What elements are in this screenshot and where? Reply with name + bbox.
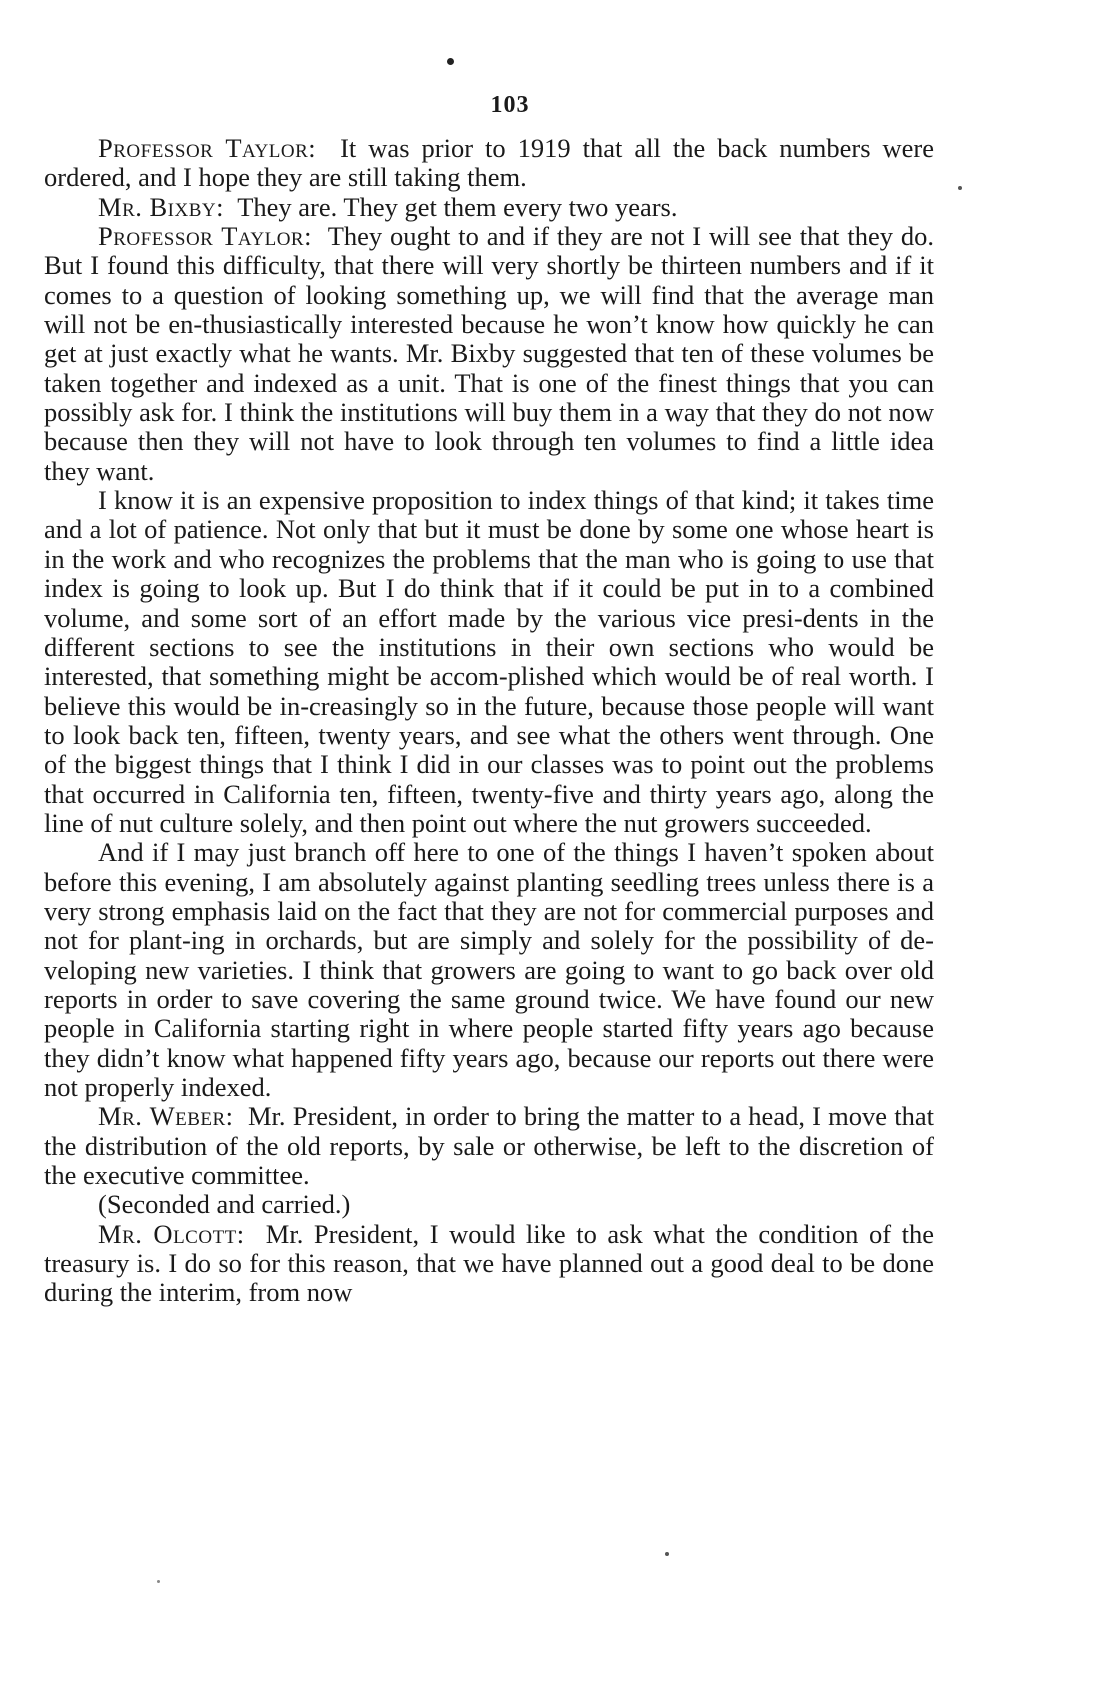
paragraph-text: (Seconded and carried.) [98, 1189, 351, 1220]
paragraph-text: I know it is an expensive proposition to index things of that kind; it takes time and a lot of patience. Not only that but it must be done by some one whose heart is in the work and who recognizes the problems that the man who is going to use that index is going to look up. But I do think that if it could be put in to a combined volume, and some sort of an effort made by the various vice presi-dents in the different sections to see the institutions in their own sections who would be interested, that something might be accom-plished which would be of real worth. I believe this would be in-creasingly so in the future, because those people will want to look back ten, fifteen, twenty years, and see what the others went through. One of the biggest things that I think I did in our classes was to point out the problems that occurred in California ten, fifteen, twenty-five and thirty years ago, along the line of nut culture solely, and then point out where the nut growers succeeded. [44, 485, 934, 838]
paragraph-text: Mr. President, I would like to ask what the condition of the treasury is. I do so for this reason, that we have planned out a good deal to be done during the interim, from now [44, 1218, 935, 1308]
paragraph [44, 193, 934, 222]
paragraph [44, 838, 934, 1102]
paragraph-text: Mr. President, in order to bring the matter to a head, I move that the distribution of the old reports, by sale or otherwise, be left to the discretion of the executive committee. [44, 1101, 935, 1191]
speaker-name: Professor Taylor: [98, 133, 317, 163]
paragraph-text: They ought to and if they are not I will see that they do. But I found this difficulty, that there will very shortly be thirteen numbers and if it comes to a question of looking something up, we will find that the average man will not be en-thusiastically interested because he won’t know how quickly he can get at just exactly what he wants. Mr. Bixby suggested that ten of these volumes be taken together and indexed as a unit. That is one of the finest things that you can possibly ask for. I think the institutions will buy them in a way that they do not now because then they will not have to look through ten volumes to find a little idea they want. [44, 221, 934, 486]
ink-speck [958, 186, 962, 190]
paragraph [44, 1102, 934, 1190]
paragraph [44, 134, 934, 193]
paragraph [44, 1190, 934, 1219]
paragraph [44, 1220, 934, 1308]
paragraph [44, 222, 934, 486]
ink-speck [157, 1580, 160, 1583]
speaker-name: Mr. Bixby: [98, 191, 224, 222]
ink-speck [665, 1552, 669, 1556]
paragraph-text: And if I may just branch off here to one of the things I haven’t spoken about before this evening, I am absolutely against planting seedling trees unless there is a very strong emphasis laid on the fact that they are not for commercial purposes and not for plant-ing in orchards, but are simply and solely for the possibility of de-veloping new varieties. I think that growers are going to want to go back over old reports in order to save covering the same ground twice. We have found our new people in California starting right in where people started fifty years ago because they didn’t know what happened fifty years ago, because our reports out there were not properly indexed. [44, 837, 934, 1102]
paragraph-text: They are. They get them every two years. [237, 191, 678, 222]
paragraph [44, 486, 934, 838]
body-text [44, 134, 934, 1308]
paragraph-text: It was prior to 1919 that all the back numbers were ordered, and I hope they are still taking them. [44, 133, 934, 193]
speaker-name: Professor Taylor: [98, 221, 312, 252]
speaker-name: Mr. Olcott: [98, 1218, 245, 1249]
speaker-name: Mr. Weber: [98, 1101, 234, 1132]
ink-speck [447, 58, 454, 65]
page-number: 103 [490, 92, 530, 118]
